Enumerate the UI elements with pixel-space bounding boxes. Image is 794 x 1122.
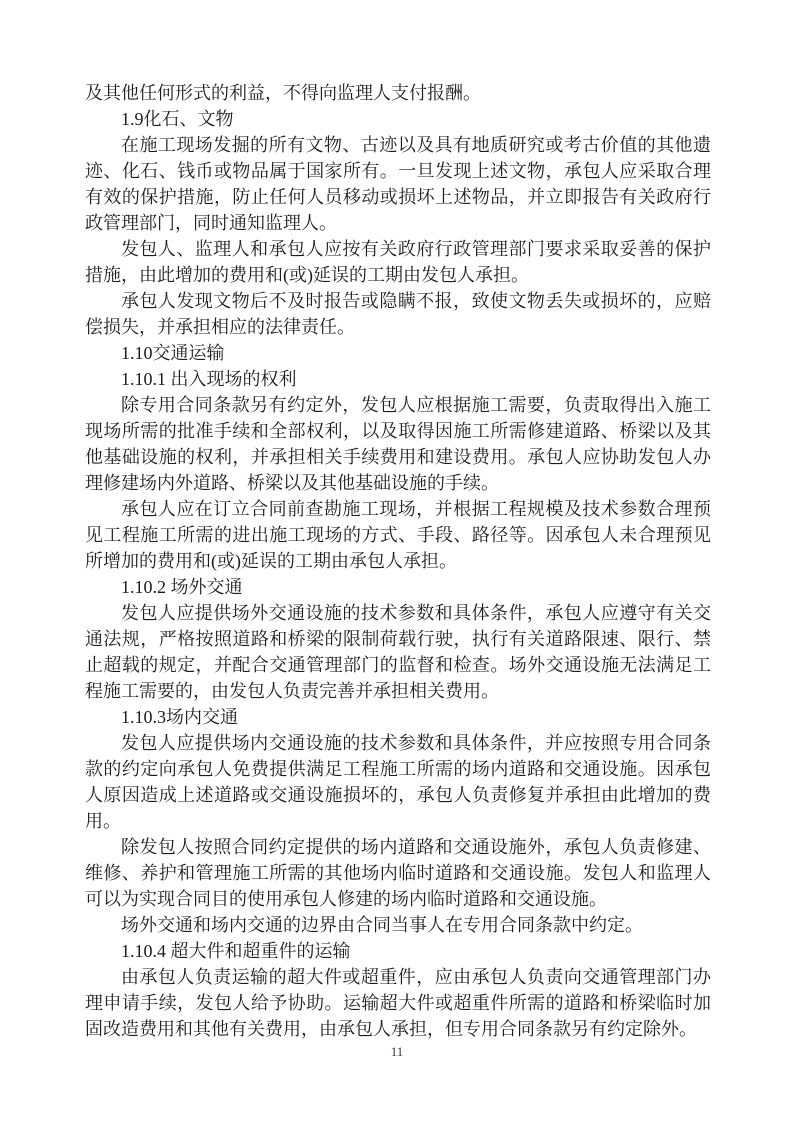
clause-heading-1-10-3: 1.10.3场内交通 <box>121 707 238 727</box>
paragraph: 除发包人按照合同约定提供的场内道路和交通设施外，承包人负责修建、维修、养护和管理施工所需的其他场内临时道路和交通设施。发包人和监理人可以为实现合同目的使用承包人修建的场内临时道路和交通设施。 <box>85 837 711 909</box>
clause-heading-1-10-2: 1.10.2 场外交通 <box>121 577 243 597</box>
paragraph: 发包人、监理人和承包人应按有关政府行政管理部门要求采取妥善的保护措施，由此增加的费用和(或)延误的工期由发包人承担。 <box>85 239 711 285</box>
paragraph: 除专用合同条款另有约定外，发包人应根据施工需要，负责取得出入施工现场所需的批准手续和全部权利，以及取得因施工所需修建道路、桥梁以及其他基础设施的权利，并承担相关手续费用和建设费用。承包人应协助发包人办理修建场内外道路、桥梁以及其他基础设施的手续。 <box>85 395 711 493</box>
paragraph: 发包人应提供场内交通设施的技术参数和具体条件，并应按照专用合同条款的约定向承包人免费提供满足工程施工所需的场内道路和交通设施。因承包人原因造成上述道路或交通设施损坏的，承包人负责修复并承担由此增加的费用。 <box>85 733 711 831</box>
paragraph: 承包人发现文物后不及时报告或隐瞒不报，致使文物丢失或损坏的，应赔偿损失，并承担相应的法律责任。 <box>85 291 711 337</box>
clause-heading-1-10: 1.10交通运输 <box>121 343 225 363</box>
paragraph: 承包人应在订立合同前查勘施工现场，并根据工程规模及技术参数合理预见工程施工所需的进出施工现场的方式、手段、路径等。因承包人未合理预见所增加的费用和(或)延误的工期由承包人承担。 <box>85 499 711 571</box>
paragraph: 由承包人负责运输的超大件或超重件，应由承包人负责向交通管理部门办理申请手续，发包人给予协助。运输超大件或超重件所需的道路和桥梁临时加固改造费用和其他有关费用，由承包人承担，但专用合同条款另有约定除外。 <box>85 967 711 1039</box>
page-body-text <box>85 80 711 1042</box>
clause-heading-1-9: 1.9化石、文物 <box>121 109 234 129</box>
page-number: 11 <box>390 1044 404 1059</box>
clause-heading-1-10-1: 1.10.1 出入现场的权利 <box>121 369 297 389</box>
paragraph: 在施工现场发掘的所有文物、古迹以及具有地质研究或考古价值的其他遗迹、化石、钱币或物品属于国家所有。一旦发现上述文物，承包人应采取合理有效的保护措施，防止任何人员移动或损坏上述物品，并立即报告有关政府行政管理部门，同时通知监理人。 <box>85 135 711 233</box>
clause-heading-1-10-4: 1.10.4 超大件和超重件的运输 <box>121 941 351 961</box>
paragraph: 场外交通和场内交通的边界由合同当事人在专用合同条款中约定。 <box>121 915 643 935</box>
paragraph-carryover: 及其他任何形式的利益，不得向监理人支付报酬。 <box>85 83 481 103</box>
paragraph: 发包人应提供场外交通设施的技术参数和具体条件，承包人应遵守有关交通法规，严格按照道路和桥梁的限制荷载行驶，执行有关道路限速、限行、禁止超载的规定，并配合交通管理部门的监督和检查。场外交通设施无法满足工程施工需要的，由发包人负责完善并承担相关费用。 <box>85 603 711 701</box>
